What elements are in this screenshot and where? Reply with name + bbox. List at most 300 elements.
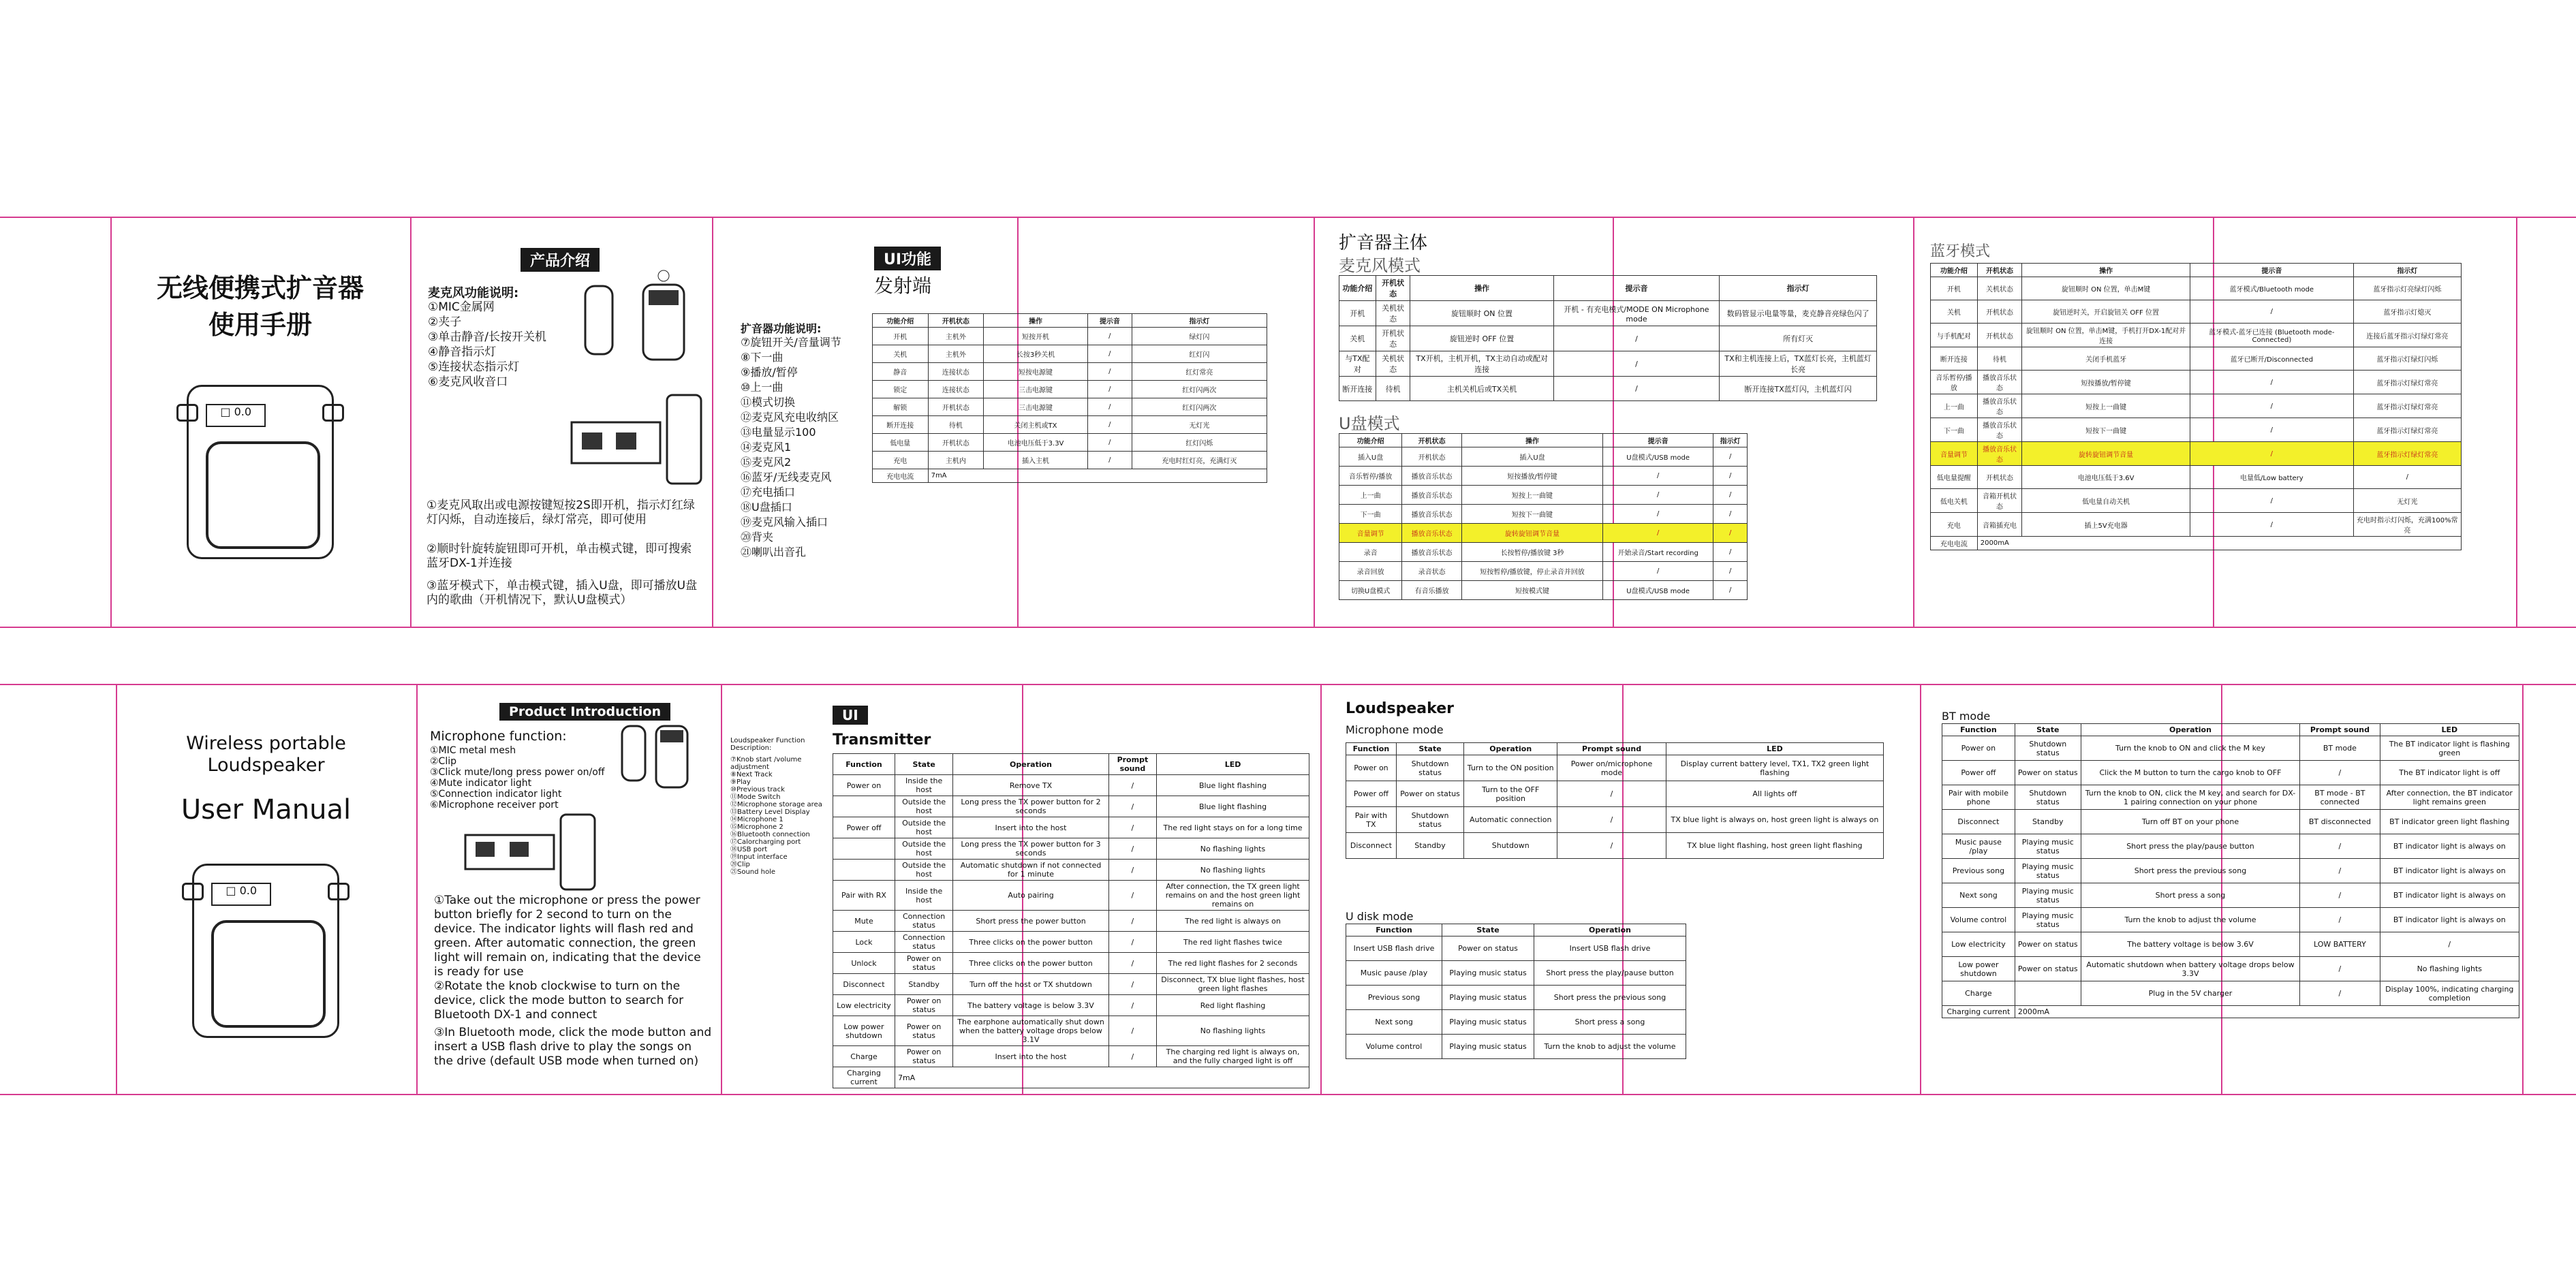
table-row: [1931, 324, 2462, 347]
table-cell: Long press the TX power button for 3 seconds: [953, 838, 1108, 860]
table-cell: After connection, the BT indicator light remains green: [2380, 785, 2519, 810]
table-cell: 音乐暂停/播放: [1339, 467, 1402, 486]
table-cell: /: [2190, 418, 2354, 442]
table-cell: Turn the knob to ON and click the M key: [2081, 736, 2299, 761]
table-cell: 充电: [1931, 513, 1978, 537]
table-cell: 低电量: [873, 434, 929, 452]
cover-title-line1: 无线便携式扩音器: [156, 273, 364, 303]
table-cell: 开机状态: [1977, 466, 2021, 489]
table-header-cell: Function: [1942, 724, 2015, 736]
table-cell: Automatic connection: [1464, 807, 1557, 833]
table-cell: /: [2190, 513, 2354, 537]
table-cell: Playing music status: [2015, 859, 2081, 883]
table-cell: Outside the host: [895, 796, 952, 817]
table-cell: Inside the host: [895, 775, 952, 796]
table-header-cell: 操作: [2022, 264, 2190, 277]
table-cell: Turn to the OFF position: [1464, 781, 1557, 807]
table-cell: /: [1087, 452, 1132, 469]
table-cell: 静音: [873, 363, 929, 381]
table-row: [1339, 505, 1748, 524]
table-cell: 旋钮逆时关，开启旋钮关 OFF 位置: [2022, 300, 2190, 324]
table-cell: Low power shutdown: [1942, 957, 2015, 981]
table-cell: /: [2300, 883, 2380, 908]
table-cell: Charge: [1942, 981, 2015, 1006]
table-cell: Charge: [833, 1046, 895, 1067]
table-header-cell: Operation: [1464, 743, 1557, 755]
table-cell: Remove TX: [953, 775, 1108, 796]
list-item: ⑯Bluetooth connection: [730, 831, 810, 838]
table-cell: /: [1087, 328, 1132, 345]
loudspeaker-title: Loudspeaker: [1346, 700, 1454, 717]
table-cell: Previous song: [1346, 986, 1442, 1010]
table-cell: No flashing lights: [1157, 860, 1309, 881]
table-cell: 播放音乐状态: [1977, 418, 2021, 442]
table-row: [1942, 859, 2519, 883]
charge-current-value: 7mA: [928, 469, 1267, 483]
table-cell: Inside the host: [895, 881, 952, 911]
table-cell: The BT indicator light is flashing green: [2380, 736, 2519, 761]
table-cell: 主机外: [928, 328, 984, 345]
table-cell: /: [2300, 859, 2380, 883]
table-row: [1931, 371, 2462, 394]
table-cell: Music pause /play: [1942, 834, 2015, 859]
table-cell: Click the M button to turn the cargo knob to OFF: [2081, 761, 2299, 785]
table-header-cell: State: [1442, 924, 1534, 936]
table-cell: 开机状态: [928, 398, 984, 416]
table-header-cell: Prompt sound: [2300, 724, 2380, 736]
table-cell: 蓝牙模式-蓝牙已连接 (Bluetooth mode-Connected): [2190, 324, 2354, 347]
table-cell: Display current battery level, TX1, TX2 green light flashing: [1666, 755, 1883, 781]
list-item: ①MIC金属网: [428, 300, 495, 314]
table-row: [1942, 932, 2519, 957]
table-cell: /: [1602, 505, 1713, 524]
table-cell: /: [2190, 300, 2354, 324]
list-item: ⑲Input interface: [730, 853, 788, 861]
cn-bt-table: [1930, 263, 2462, 550]
table-cell: /: [1108, 1046, 1156, 1067]
table-header-cell: State: [2015, 724, 2081, 736]
list-item: ③单击静音/长按开关机: [428, 330, 546, 344]
table-cell: /: [2190, 442, 2354, 466]
table-cell: Automatic shutdown when battery voltage drops below 3.3V: [2081, 957, 2299, 981]
table-row: [1931, 513, 2462, 537]
table-cell: Power on: [1942, 736, 2015, 761]
table-cell: BT disconnected: [2300, 810, 2380, 834]
en-bt-table: [1942, 723, 2519, 1018]
table-cell: 播放音乐状态: [1402, 467, 1462, 486]
product-diagram: [568, 259, 704, 518]
table-cell: /: [1713, 581, 1748, 600]
table-header-cell: Function: [1346, 924, 1442, 936]
table-row: [833, 775, 1309, 796]
ui-badge: UI功能: [874, 247, 941, 270]
table-cell: 蓝牙指示灯绿灯闪烁: [2353, 347, 2461, 371]
table-header-cell: 提示音: [1602, 434, 1713, 447]
table-cell: 主机外: [928, 345, 984, 363]
table-cell: 开机状态: [1977, 300, 2021, 324]
table-cell: Short press the previous song: [2081, 859, 2299, 883]
table-cell: BT indicator light is always on: [2380, 834, 2519, 859]
table-header-cell: 指示灯: [1132, 314, 1267, 328]
table-header-cell: 提示音: [2190, 264, 2354, 277]
table-row: [873, 398, 1267, 416]
table-cell: 电量低/Low battery: [2190, 466, 2354, 489]
table-cell: Red light flashing: [1157, 995, 1309, 1016]
list-item: ㉑Sound hole: [730, 868, 776, 876]
table-cell: Volume control: [1346, 1035, 1442, 1059]
table-cell: 充电: [873, 452, 929, 469]
table-cell: /: [1602, 486, 1713, 505]
table-cell: 红灯常亮: [1132, 363, 1267, 381]
charge-current-value: 2000mA: [2015, 1006, 2519, 1018]
table-cell: /: [1602, 467, 1713, 486]
table-cell: 播放音乐状态: [1402, 524, 1462, 543]
table-cell: 低电量自动关机: [2022, 489, 2190, 513]
table-header-cell: Operation: [1534, 924, 1686, 936]
table-cell: 短按播放/暂停键: [1462, 467, 1603, 486]
table-cell: TX开机，主机开机，TX主动自动或配对连接: [1410, 351, 1553, 377]
table-cell: 开机状态: [1402, 447, 1462, 467]
table-cell: /: [2190, 394, 2354, 418]
table-cell: 待机: [928, 416, 984, 434]
charge-current-label: Charging current: [833, 1067, 895, 1088]
product-diagram: [459, 706, 717, 896]
table-cell: 蓝牙指示灯绿灯常亮: [2353, 394, 2461, 418]
intro-paragraph-1: ①麦克风取出或电源按键短按2S即开机，指示灯红绿灯闪烁，自动连接后，绿灯常亮，即可使用: [426, 499, 695, 526]
table-cell: Playing music status: [1442, 986, 1534, 1010]
table-cell: Music pause /play: [1346, 961, 1442, 986]
table-row: [1942, 736, 2519, 761]
cover-title-line2: 使用手册: [208, 310, 312, 340]
table-cell: /: [1108, 1016, 1156, 1046]
table-cell: 开机状态: [928, 434, 984, 452]
table-cell: No flashing lights: [2380, 957, 2519, 981]
table-header-cell: 开机状态: [928, 314, 984, 328]
cover-title: [112, 270, 409, 343]
list-item: ④静音指示灯: [428, 345, 497, 359]
table-header-cell: 功能介绍: [1931, 264, 1978, 277]
list-item: ⑬Battery Level Display: [730, 808, 810, 816]
table-cell: /: [1087, 398, 1132, 416]
table-cell: /: [1108, 974, 1156, 995]
table-cell: 音箱插充电: [1977, 513, 2021, 537]
bt-mode-title-cn: 蓝牙模式: [1930, 243, 1991, 260]
table-cell: 蓝牙指示灯熄灭: [2353, 300, 2461, 324]
table-cell: The battery voltage is below 3.6V: [2081, 932, 2299, 957]
table-header-cell: Function: [1346, 743, 1397, 755]
table-row: [1346, 807, 1884, 833]
table-cell: Next song: [1346, 1010, 1442, 1035]
table-cell: 蓝牙模式/Bluetooth mode: [2190, 277, 2354, 300]
table-cell: 旋钮顺时 ON 位置，单击M键: [2022, 277, 2190, 300]
table-cell: /: [1108, 838, 1156, 860]
table-cell: 播放音乐状态: [1402, 505, 1462, 524]
en-udisk-table: [1346, 924, 1686, 1059]
table-row: [1346, 781, 1884, 807]
table-cell: 无灯光: [1132, 416, 1267, 434]
table-cell: /: [1713, 543, 1748, 562]
table-cell: 插上5V充电器: [2022, 513, 2190, 537]
table-cell: 蓝牙指示灯绿灯常亮: [2353, 442, 2461, 466]
table-row: [1346, 1035, 1686, 1059]
table-cell: Power on status: [895, 1046, 952, 1067]
table-cell: 旋钮逆时 OFF 位置: [1410, 326, 1553, 351]
table-cell: 充电时红灯亮，充满灯灭: [1132, 452, 1267, 469]
table-cell: Standby: [2015, 810, 2081, 834]
table-cell: 电池电压低于3.6V: [2022, 466, 2190, 489]
cn-udisk-table: [1339, 433, 1748, 600]
table-cell: Power on status: [895, 953, 952, 974]
table-row: [873, 452, 1267, 469]
table-cell: 三击电源键: [984, 381, 1088, 398]
list-item: ⑭麦克风1: [741, 441, 792, 454]
chinese-manual-strip: [0, 217, 2576, 628]
table-row: [873, 328, 1267, 345]
table-header-cell: 操作: [1410, 276, 1553, 301]
list-item: ⑫麦克风充电收纳区: [741, 411, 839, 424]
speaker-illustration: □ 0.0: [192, 864, 339, 1038]
fold-line: [721, 685, 722, 1094]
list-item: ⑦旋钮开关/音量调节: [741, 336, 841, 349]
table-cell: The red light stays on for a long time: [1157, 817, 1309, 838]
table-cell: Shutdown status: [1396, 755, 1463, 781]
cover-title-line1: Wireless portable: [186, 733, 346, 754]
charge-current-label: 充电电流: [873, 469, 929, 483]
mic-mode-title-en: Microphone mode: [1346, 723, 1444, 736]
mic-mode-title-cn: 麦克风模式: [1339, 256, 1421, 275]
table-cell: /: [1108, 953, 1156, 974]
table-cell: 短按下一曲键: [2022, 418, 2190, 442]
table-cell: Power off: [833, 817, 895, 838]
table-cell: 上一曲: [1339, 486, 1402, 505]
table-cell: /: [2190, 371, 2354, 394]
table-cell: 录音回放: [1339, 562, 1402, 581]
list-item: ⑳Clip: [730, 861, 750, 868]
table-row: [873, 363, 1267, 381]
table-cell: /: [2300, 957, 2380, 981]
table-cell: Disconnect: [1942, 810, 2015, 834]
intro-paragraph-2: ②顺时针旋转旋钮即可开机，单击模式键，即可搜索蓝牙DX-1并连接: [426, 542, 692, 570]
table-cell: 开机: [1339, 301, 1376, 326]
table-cell: Automatic shutdown if not connected for 1 minute: [953, 860, 1108, 881]
table-cell: Standby: [895, 974, 952, 995]
mic-func-title: 麦克风功能说明:: [428, 286, 519, 300]
table-cell: Connection status: [895, 932, 952, 953]
table-row: [1339, 351, 1877, 377]
table-cell: Turn the knob to adjust the volume: [1534, 1035, 1686, 1059]
table-cell: 短按暂停/播放键，停止录音并回放: [1462, 562, 1603, 581]
table-cell: Shutdown status: [2015, 736, 2081, 761]
table-cell: /: [2300, 981, 2380, 1006]
list-item: ⑩Previous track: [730, 786, 785, 793]
table-row: [873, 416, 1267, 434]
table-cell: 解锁: [873, 398, 929, 416]
table-cell: [833, 838, 895, 860]
table-header-cell: 功能介绍: [1339, 434, 1402, 447]
table-cell: 上一曲: [1931, 394, 1978, 418]
fold-line: [2516, 218, 2517, 627]
table-cell: Shutdown: [1464, 833, 1557, 859]
table-cell: 断开连接: [1339, 377, 1376, 401]
table-cell: 开始录音/Start recording: [1602, 543, 1713, 562]
table-row: [1339, 301, 1877, 326]
table-row: [833, 995, 1309, 1016]
table-row: [873, 381, 1267, 398]
list-item: ⑨播放/暂停: [741, 366, 798, 379]
list-item: ⑤Connection indicator light: [430, 789, 562, 800]
table-row: [1339, 581, 1748, 600]
table-cell: Playing music status: [2015, 908, 2081, 932]
amp-func-title: 扩音器功能说明:: [741, 322, 822, 335]
table-cell: /: [1108, 881, 1156, 911]
table-cell: 旋钮顺时 ON 位置，单击M键，手机打开DX-1配对并连接: [2022, 324, 2190, 347]
fold-line: [1320, 685, 1322, 1094]
list-item: ⑧Next Track: [730, 771, 773, 778]
table-row: [1942, 761, 2519, 785]
table-cell: 数码管显示电量等量，麦克静音亮绿色闪了: [1720, 301, 1877, 326]
table-cell: 开机 - 有充电模式/MODE ON Microphone mode: [1553, 301, 1719, 326]
list-item: ⑰Calorcharging port: [730, 838, 801, 846]
cover-title-en: [117, 733, 415, 776]
table-cell: 关机: [873, 345, 929, 363]
table-row: [833, 932, 1309, 953]
charge-current-value: 7mA: [895, 1067, 1309, 1088]
table-row: [1346, 755, 1884, 781]
table-cell: 音量调节: [1339, 524, 1402, 543]
transmitter-title: Transmitter: [833, 731, 931, 749]
table-cell: The red light is always on: [1157, 911, 1309, 932]
charge-current-row: [873, 469, 1267, 483]
table-header-cell: 开机状态: [1977, 264, 2021, 277]
table-cell: [833, 796, 895, 817]
cn-mic-mode-table: [1339, 275, 1877, 401]
table-row: [1339, 543, 1748, 562]
table-cell: /: [1108, 796, 1156, 817]
table-cell: [2015, 981, 2081, 1006]
table-cell: Power on status: [1442, 936, 1534, 961]
table-cell: 短按下一曲键: [1462, 505, 1603, 524]
ls-func-list: [730, 756, 839, 876]
table-cell: The BT indicator light is off: [2380, 761, 2519, 785]
table-row: [833, 1046, 1309, 1067]
table-row: [1346, 961, 1686, 986]
table-row: [1346, 936, 1686, 961]
mic-func-title: Microphone function:: [430, 729, 567, 744]
table-row: [833, 881, 1309, 911]
table-cell: Turn off BT on your phone: [2081, 810, 2299, 834]
charge-current-label: Charging current: [1942, 1006, 2015, 1018]
ls-func-description: [730, 737, 839, 876]
table-cell: 蓝牙指示灯绿灯常亮: [2353, 371, 2461, 394]
cover-title-line2: Loudspeaker: [207, 755, 325, 776]
table-cell: BT indicator light is always on: [2380, 883, 2519, 908]
table-row: [1942, 810, 2519, 834]
fold-line: [1314, 218, 1315, 627]
udisk-mode-title-en: U disk mode: [1346, 910, 1414, 923]
table-cell: /: [1087, 381, 1132, 398]
table-cell: 连接后蓝牙指示灯绿灯常亮: [2353, 324, 2461, 347]
table-cell: Volume control: [1942, 908, 2015, 932]
table-cell: Display 100%, indicating charging completion: [2380, 981, 2519, 1006]
table-cell: After connection, the TX green light remains on and the host green light remains on: [1157, 881, 1309, 911]
table-cell: Low power shutdown: [833, 1016, 895, 1046]
table-row: [833, 817, 1309, 838]
table-cell: 断开连接: [1931, 347, 1978, 371]
ls-func-title: Loudspeaker Function Description:: [730, 737, 805, 752]
table-cell: BT indicator light is always on: [2380, 908, 2519, 932]
table-cell: 连接状态: [928, 381, 984, 398]
table-header-cell: Operation: [953, 754, 1108, 775]
table-cell: 主机关机后或TX关机: [1410, 377, 1553, 401]
intro-paragraph-2: ②Rotate the knob clockwise to turn on the device, click the mode button to search for Bluetooth DX-1 and connect: [434, 979, 684, 1022]
table-cell: Previous song: [1942, 859, 2015, 883]
fold-line: [1913, 218, 1914, 627]
table-cell: /: [1713, 562, 1748, 581]
table-cell: 绿灯闪: [1132, 328, 1267, 345]
list-item: ⑥Microphone receiver port: [430, 800, 559, 810]
table-cell: 插入U盘: [1462, 447, 1603, 467]
table-cell: /: [1108, 775, 1156, 796]
table-cell: Insert USB flash drive: [1534, 936, 1686, 961]
table-cell: /: [1108, 860, 1156, 881]
table-row: [1339, 447, 1748, 467]
table-cell: 低电关机: [1931, 489, 1978, 513]
cover-panel-cn: [112, 218, 409, 627]
table-header-cell: Function: [833, 754, 895, 775]
product-intro-badge: Product Introduction: [499, 703, 670, 721]
table-cell: Insert USB flash drive: [1346, 936, 1442, 961]
table-cell: 关机状态: [1376, 301, 1410, 326]
table-cell: Turn to the ON position: [1464, 755, 1557, 781]
table-cell: 开机: [1931, 277, 1978, 300]
table-row: [1931, 300, 2462, 324]
table-row: [1942, 785, 2519, 810]
table-header-cell: 操作: [984, 314, 1088, 328]
table-cell: 关机: [1339, 326, 1376, 351]
table-cell: /: [1713, 524, 1748, 543]
transmitter-title: 发射端: [874, 274, 932, 297]
table-cell: 下一曲: [1931, 418, 1978, 442]
udisk-mode-title-cn: U盘模式: [1339, 414, 1400, 433]
amp-body-title: 扩音器主体: [1339, 233, 1428, 253]
table-cell: Pair with mobile phone: [1942, 785, 2015, 810]
list-item: ⑰充电插口: [741, 486, 796, 499]
table-cell: 红灯闪: [1132, 345, 1267, 363]
table-row: [833, 953, 1309, 974]
table-row: [1942, 834, 2519, 859]
table-row: [1339, 377, 1877, 401]
table-cell: /: [2300, 761, 2380, 785]
table-row: [1339, 562, 1748, 581]
table-cell: 播放音乐状态: [1977, 442, 2021, 466]
table-cell: Blue light flashing: [1157, 796, 1309, 817]
table-row: [1931, 466, 2462, 489]
table-cell: 红灯闪烁: [1132, 434, 1267, 452]
table-cell: /: [1557, 807, 1666, 833]
table-cell: /: [1087, 434, 1132, 452]
table-cell: 音乐暂停/播放: [1931, 371, 1978, 394]
table-cell: Power on: [1346, 755, 1397, 781]
table-cell: 短按上一曲键: [2022, 394, 2190, 418]
table-cell: Three clicks on the power button: [953, 932, 1108, 953]
table-row: [1339, 326, 1877, 351]
table-cell: 与TX配对: [1339, 351, 1376, 377]
table-cell: /: [1713, 486, 1748, 505]
table-cell: 短按模式键: [1462, 581, 1603, 600]
table-cell: 长按暂停/播放键 3秒: [1462, 543, 1603, 562]
table-cell: 短按上一曲键: [1462, 486, 1603, 505]
table-cell: 旋转旋钮调节音量: [1462, 524, 1603, 543]
